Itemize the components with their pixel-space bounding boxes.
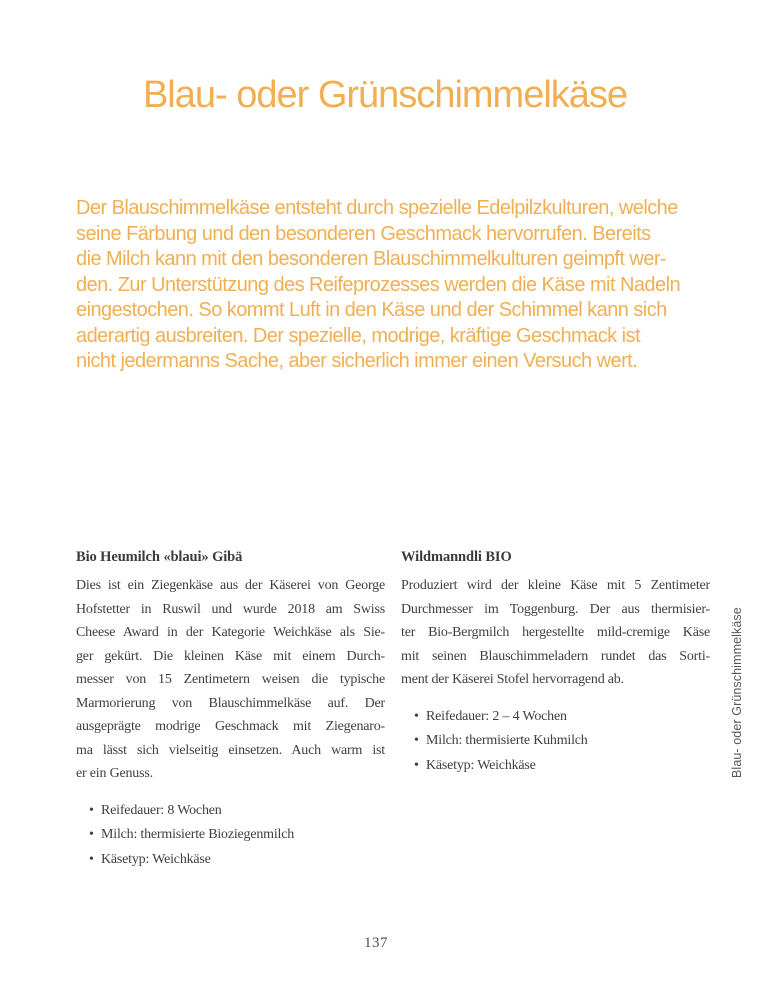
cheese-entry-right	[401, 548, 710, 872]
body-line: Durchmesser im Toggenburg. Der aus thermisier-	[401, 601, 710, 617]
cheese-entry-description	[76, 574, 385, 786]
body-line: ment der Käserei Stofel hervorragend ab.	[401, 672, 624, 687]
margin-chapter-label: Blau- oder Grünschimmelkäse	[730, 607, 744, 778]
two-column-layout	[76, 548, 710, 872]
fact-item: • Reifedauer: 8 Wochen	[89, 799, 385, 824]
cheese-entry-description	[401, 574, 710, 692]
body-line: Cheese Award in der Kategorie Weichkäse als Sie-	[76, 625, 385, 640]
cheese-entry-facts-list	[401, 705, 710, 779]
intro-line: den. Zur Unterstützung des Reifeprozesses werden die Käse mit Nadeln	[76, 273, 681, 296]
body-line: Dies ist ein Ziegenkäse aus der Käserei von George	[76, 578, 385, 593]
body-line: Hofstetter in Ruswil und wurde 2018 am Swiss	[76, 601, 385, 617]
intro-line: eingestochen. So kommt Luft in den Käse und der Schimmel kann sich	[76, 299, 667, 321]
cheese-entry-facts-list	[76, 799, 385, 873]
intro-line: aderartig ausbreiten. Der spezielle, modrige, kräftige Geschmack ist	[76, 324, 640, 347]
cheese-entry-left	[76, 548, 385, 872]
body-line: ter Bio-Bergmilch hergestellte mild-cremige Käse	[401, 625, 710, 640]
body-line: ausgeprägte modrige Geschmack mit Ziegenaro-	[76, 719, 385, 734]
body-line: Marmorierung von Blauschimmelkäse auf. Der	[76, 695, 385, 711]
fact-item: • Käsetyp: Weichkäse	[89, 848, 385, 873]
cheese-entry-heading: Wildmanndli BIO	[401, 549, 512, 565]
page-number: 137	[364, 935, 388, 951]
body-line: Produziert wird der kleine Käse mit 5 Zentimeter	[401, 578, 710, 593]
body-line: ger gekürt. Die kleinen Käse mit einem Durch-	[76, 648, 385, 664]
intro-paragraph	[76, 196, 736, 375]
fact-item: • Käsetyp: Weichkäse	[414, 754, 710, 779]
intro-line: nicht jedermanns Sache, aber sicherlich immer einen Versuch wert.	[76, 350, 638, 372]
fact-item: • Reifedauer: 2 – 4 Wochen	[414, 705, 710, 730]
intro-line: die Milch kann mit den besonderen Blauschimmelkulturen geimpft wer-	[76, 248, 667, 270]
intro-line: seine Färbung und den besonderen Geschmack hervorrufen. Bereits	[76, 222, 651, 245]
fact-item: • Milch: thermisierte Bioziegenmilch	[89, 823, 385, 848]
fact-item: • Milch: thermisierte Kuhmilch	[414, 729, 710, 754]
cheese-entry-heading: Bio Heumilch «blaui» Gibä	[76, 549, 243, 565]
body-line: ma lässt sich vielseitig einsetzen. Auch warm ist	[76, 742, 385, 758]
body-line: er ein Genuss.	[76, 766, 153, 781]
intro-line: Der Blauschimmelkäse entsteht durch spezielle Edelpilzkulturen, welche	[76, 197, 678, 219]
page-title: Blau- oder Grünschimmelkäse	[142, 74, 628, 117]
body-line: messer von 15 Zentimetern weisen die typische	[76, 672, 385, 687]
body-line: mit seinen Blauschimmeladern rundet das Sorti-	[401, 648, 710, 664]
